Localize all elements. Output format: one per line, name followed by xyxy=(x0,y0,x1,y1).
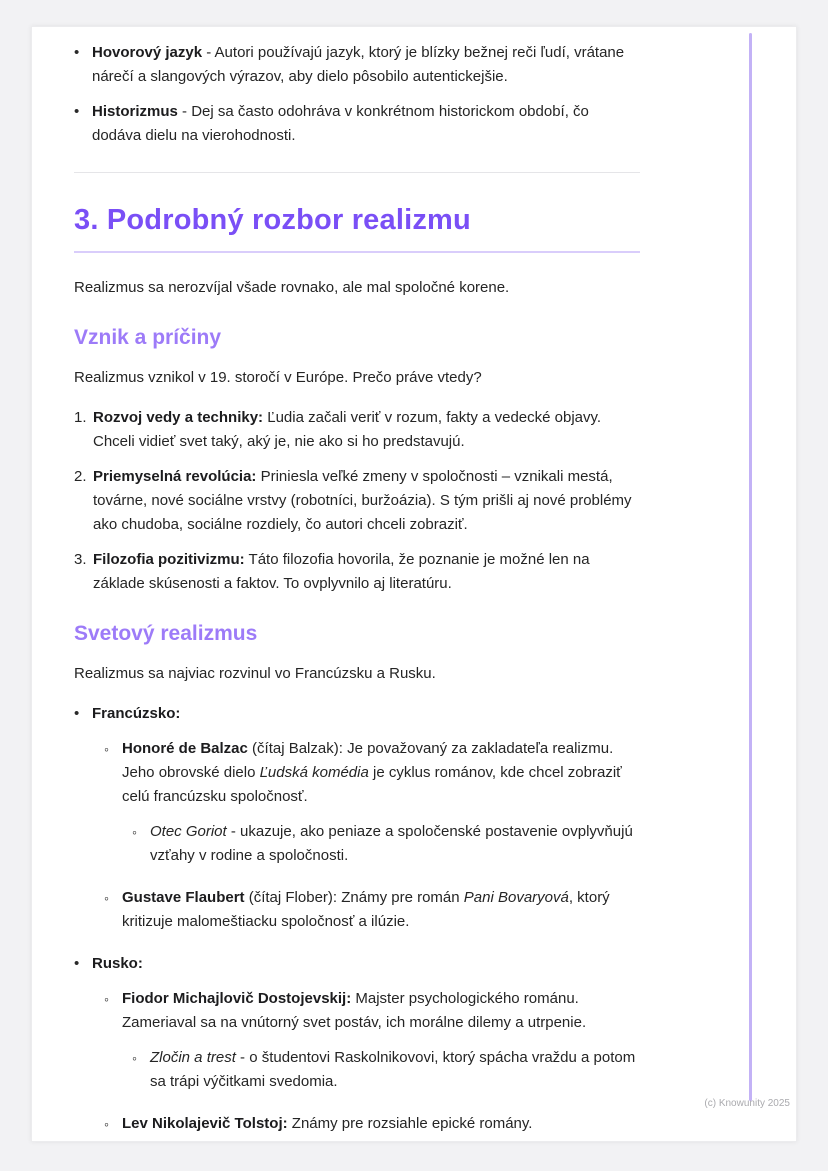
author-name: Fiodor Michajlovič Dostojevskij: xyxy=(122,990,352,1007)
paragraph: Realizmus sa nerozvíjal všade rovnako, ale mal spoločné korene. xyxy=(74,279,510,296)
body-text: (čítaj Flober): Známy pre román xyxy=(244,889,464,906)
list-item-text xyxy=(92,100,640,148)
term-bold: Historizmus xyxy=(92,103,178,120)
work-title: Otec Goriot xyxy=(150,823,227,840)
list-item-text xyxy=(150,1046,640,1094)
circle-bullet-icon: ◦ xyxy=(132,1050,137,1066)
body-text: Priniesla veľké zmeny v spoločnosti – vznikali mestá, továrne, nové sociálne vrstvy (robotníci, buržoázia). S tým prišli aj nové problémy ako chudoba, sociálne rozdiely, čo autori chceli zobraziť. xyxy=(93,468,632,533)
bullet-icon: • xyxy=(74,44,80,61)
author-name: Lev Nikolajevič Tolstoj: xyxy=(122,1115,288,1132)
list-item-text xyxy=(92,702,640,726)
sublist-russia xyxy=(104,987,640,1136)
country-label: Rusko: xyxy=(92,955,143,972)
sublist-balzac xyxy=(132,820,640,868)
body-text: Ľudia začali veriť v rozum, fakty a vedecké objavy. Chceli vidieť svet taký, aký je, nie ako si ho predstavujú. xyxy=(93,409,602,450)
circle-bullet-icon: ◦ xyxy=(104,741,109,757)
numbered-list xyxy=(74,406,640,596)
document-page xyxy=(31,26,797,1142)
body-text: - o študentovi Raskolnikovovi, ktorý spácha vraždu a potom sa trápi výčitkami svedomia. xyxy=(150,1049,636,1090)
term-bold: Hovorový jazyk xyxy=(92,44,203,61)
term-bold: Priemyselná revolúcia: xyxy=(93,468,257,485)
list-item-text xyxy=(122,987,640,1035)
numbered-item xyxy=(74,548,640,596)
author-name: Gustave Flaubert xyxy=(122,889,245,906)
paragraph: Realizmus vznikol v 19. storočí v Európe. Prečo práve vtedy? xyxy=(74,369,482,386)
list-item-flaubert xyxy=(104,886,640,934)
list-item-text xyxy=(93,465,640,537)
list-item xyxy=(74,41,640,89)
body-text: je cyklus románov, kde chcel zobraziť celú francúzsku spoločnosť. xyxy=(122,764,622,805)
list-item-dostojevskij xyxy=(104,987,640,1035)
body-text: Majster psychologického románu. Zameriaval sa na vnútorný svet postáv, ich morálne dilemy a utrpenie. xyxy=(122,990,587,1031)
bullet-icon: • xyxy=(74,103,80,120)
list-item-text xyxy=(92,41,640,89)
subsection-heading-vznik: Vznik a príčiny xyxy=(74,326,222,349)
list-item-russia xyxy=(74,952,640,976)
term-bold: Rozvoj vedy a techniky: xyxy=(93,409,264,426)
list-item-france xyxy=(74,702,640,726)
section-heading: 3. Podrobný rozbor realizmu xyxy=(74,204,471,236)
watermark: (c) Knowunity 2025 xyxy=(704,1098,790,1109)
list-item-text xyxy=(93,406,640,454)
bullet-icon: • xyxy=(74,705,80,722)
list-item xyxy=(74,100,640,148)
content-area xyxy=(32,27,796,1171)
number-marker: 2. xyxy=(74,468,87,485)
characteristics-list xyxy=(74,41,640,148)
list-item-text xyxy=(122,1112,640,1136)
heading-underline xyxy=(74,251,640,253)
subsection-heading-svetovy: Svetový realizmus xyxy=(74,622,258,645)
sublist-france xyxy=(104,737,640,934)
circle-bullet-icon: ◦ xyxy=(104,991,109,1007)
numbered-item xyxy=(74,406,640,454)
number-marker: 3. xyxy=(74,551,87,568)
scrollbar-thumb[interactable] xyxy=(749,33,752,1101)
work-title: Ľudská komédia xyxy=(259,764,369,781)
circle-bullet-icon: ◦ xyxy=(104,890,109,906)
sublist-dostojevskij xyxy=(132,1046,640,1094)
body-text: (čítaj Balzak): Je považovaný za zakladateľa realizmu. Jeho obrovské dielo xyxy=(122,740,614,781)
body-text: - ukazuje, ako peniaze a spoločenské postavenie ovplyvňujú vzťahy v rodine a spoločnosti. xyxy=(150,823,633,864)
country-label: Francúzsko: xyxy=(92,705,181,722)
list-item-tolstoj xyxy=(104,1112,640,1136)
body-text: Známy pre rozsiahle epické romány. xyxy=(287,1115,533,1132)
list-item-otec-goriot xyxy=(132,820,640,868)
author-name: Honoré de Balzac xyxy=(122,740,248,757)
world-realism-list xyxy=(74,702,640,1136)
numbered-item xyxy=(74,465,640,537)
circle-bullet-icon: ◦ xyxy=(104,1116,109,1132)
list-item-text xyxy=(93,548,640,596)
section-divider xyxy=(74,172,640,173)
body-text: - Autori používajú jazyk, ktorý je blízky bežnej reči ľudí, vrátane nárečí a slangových výrazov, aby dielo pôsobilo autentickejšie. xyxy=(92,44,625,85)
list-item-text xyxy=(122,737,640,809)
paragraph: Realizmus sa najviac rozvinul vo Francúzsku a Rusku. xyxy=(74,665,436,682)
list-item-text xyxy=(92,952,640,976)
term-bold: Filozofia pozitivizmu: xyxy=(93,551,245,568)
bullet-icon: • xyxy=(74,955,80,972)
body-text: - Dej sa často odohráva v konkrétnom historickom období, čo dodáva dielu na vierohodnosti. xyxy=(92,103,589,144)
work-title: Zločin a trest xyxy=(150,1049,236,1066)
number-marker: 1. xyxy=(74,409,87,426)
body-text: Táto filozofia hovorila, že poznanie je možné len na základe skúsenosti a faktov. To ovplyvnilo aj literatúru. xyxy=(93,551,590,592)
list-item-balzac xyxy=(104,737,640,809)
circle-bullet-icon: ◦ xyxy=(132,824,137,840)
list-item-text xyxy=(150,820,640,868)
body-text: , ktorý kritizuje malomeštiacku spoločnosť a ilúzie. xyxy=(122,889,610,930)
work-title: Pani Bovaryová xyxy=(463,889,569,906)
list-item-zlocin-a-trest xyxy=(132,1046,640,1094)
list-item-text xyxy=(122,886,640,934)
